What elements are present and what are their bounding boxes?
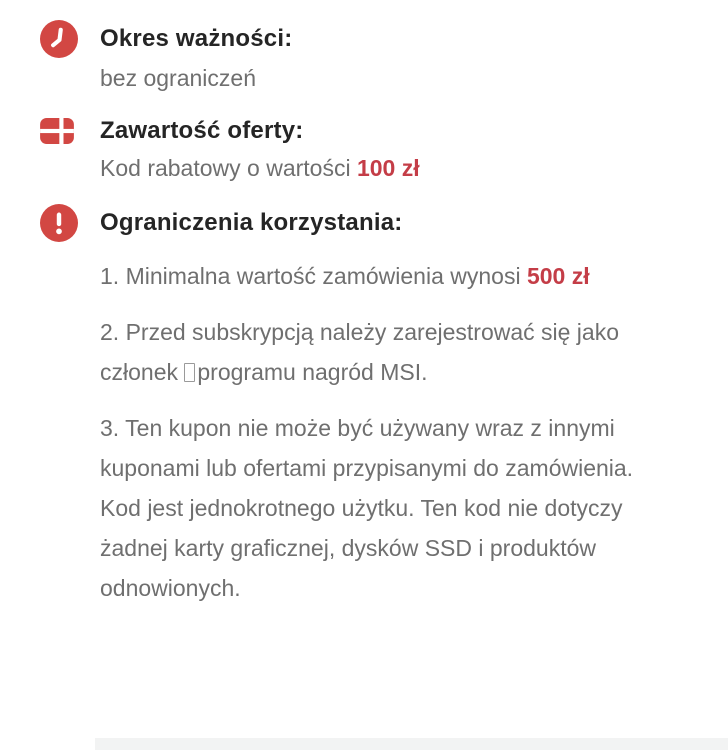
- restriction-rule-2: [100, 312, 662, 392]
- rule1-amount: 500 zł: [526, 263, 590, 289]
- alert-icon: [40, 204, 100, 242]
- offer-amount: 100 zł: [356, 155, 420, 181]
- rule2-text-before: 2. Przed subskrypcją należy zarejestrować się jako członek: [100, 319, 620, 385]
- rule1-text: 1. Minimalna wartość zamówienia wynosi: [100, 263, 527, 289]
- restriction-rule-3: 3. Ten kupon nie może być używany wraz z innymi kuponami lub ofertami przypisanymi do zamówienia. Kod jest jednokrotnego użytku. Ten kod nie dotyczy żadnej karty graficznej, dysków SSD i produktów odnowionych.: [100, 415, 634, 601]
- offer-contents-value: [100, 148, 662, 188]
- missing-glyph-box-icon: [184, 363, 195, 382]
- offer-text: Kod rabatowy o wartości: [100, 155, 357, 181]
- coupon-icon: [40, 118, 100, 144]
- validity-value: bez ograniczeń: [100, 65, 256, 91]
- offer-contents-heading: Zawartość oferty:: [100, 117, 304, 144]
- rule2-text-after: programu nagród MSI.: [197, 359, 428, 385]
- restriction-rule-1: [100, 256, 662, 296]
- restrictions-heading: Ograniczenia korzystania:: [100, 209, 403, 236]
- section-offer-contents: [40, 114, 670, 188]
- section-validity: [40, 20, 670, 98]
- offer-details-content: [40, 20, 670, 624]
- clock-icon: [40, 20, 100, 58]
- validity-heading: Okres ważności:: [100, 25, 293, 52]
- section-restrictions: [40, 204, 670, 608]
- next-section-edge: [95, 738, 728, 750]
